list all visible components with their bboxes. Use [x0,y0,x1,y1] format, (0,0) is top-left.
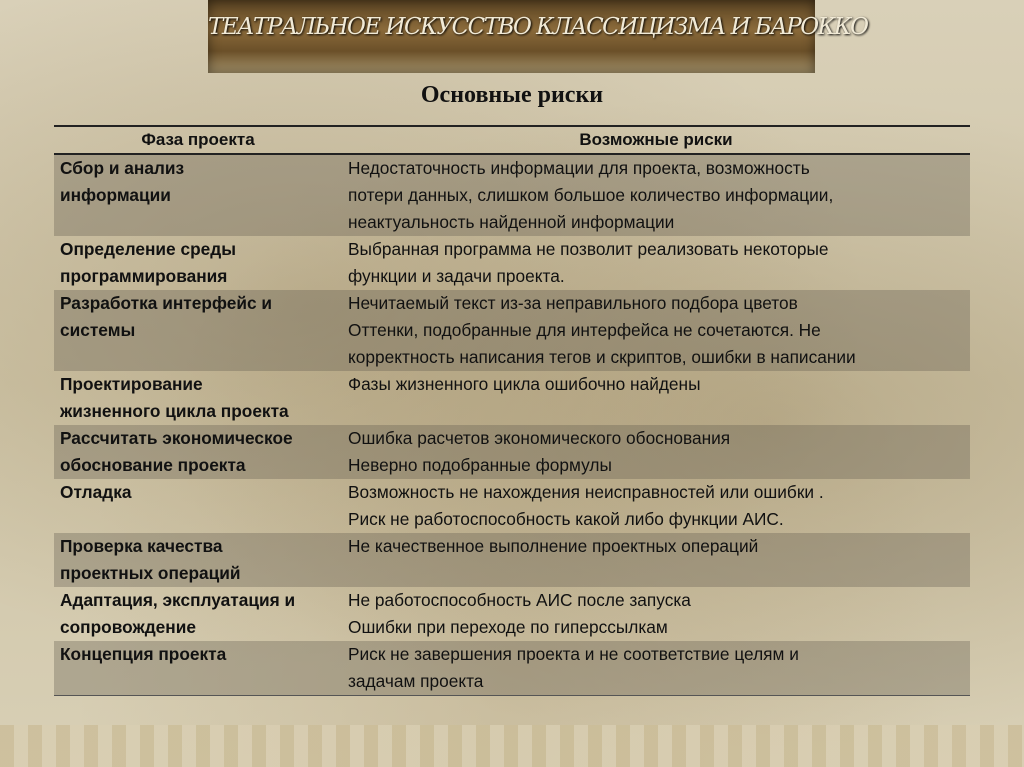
risk-text: задачам проекта [348,671,484,691]
table-header-row [54,126,970,154]
risk-text: корректность написания тегов и скриптов, ошибки в написании [348,347,856,367]
table-row [54,641,970,696]
phase-text: проектных операций [60,563,241,583]
risk-text: Риск не завершения проекта и не соответствие целям и [348,644,799,664]
phase-text: Отладка [60,482,132,502]
phase-text: сопровождение [60,617,196,637]
phase-cell [54,425,342,479]
phase-text: Сбор и анализ [60,158,185,178]
table-row [54,236,970,290]
risk-text: функции и задачи проекта. [348,266,565,286]
risk-text: Возможность не нахождения неисправностей или ошибки . [348,482,824,502]
table-row [54,290,970,371]
risks-table [54,125,970,696]
slide-title: Основные риски [420,82,604,108]
risks-cell [342,236,970,290]
phase-text: обоснование проекта [60,455,246,475]
risk-text: Неверно подобранные формулы [348,455,612,475]
risk-text: Выбранная программа не позволит реализовать некоторые [348,239,829,259]
risk-text: Ошибка расчетов экономического обоснования [348,428,731,448]
table-row [54,479,970,533]
phase-text: жизненного цикла проекта [60,401,289,421]
phase-cell [54,236,342,290]
phase-text: информации [60,185,171,205]
phase-cell [54,290,342,371]
risk-text: Ошибки при переходе по гиперссылкам [348,617,668,637]
phase-text: Рассчитать экономическое [60,428,293,448]
risk-text: Риск не работоспособность какой либо функции АИС. [348,509,784,529]
table-row [54,154,970,236]
risks-cell [342,533,970,587]
phase-cell [54,479,342,533]
risks-cell [342,290,970,371]
phase-text: Разработка интерфейс и [60,293,273,313]
risk-text: Фазы жизненного цикла ошибочно найдены [348,374,701,394]
phase-text: программирования [60,266,228,286]
phase-text: Проектирование [60,374,203,394]
phase-cell [54,587,342,641]
phase-text: Проверка качества [60,536,223,556]
risks-cell [342,425,970,479]
phase-text: Определение среды [60,239,236,259]
risk-text: Оттенки, подобранные для интерфейса не сочетаются. Не [348,320,821,340]
phase-text: Концепция проекта [60,644,227,664]
table-row [54,425,970,479]
table-row [54,587,970,641]
risk-text: Недостаточность информации для проекта, возможность [348,158,810,178]
risks-cell [342,587,970,641]
phase-cell [54,154,342,236]
header-banner [208,0,868,73]
risks-cell [342,154,970,236]
risks-cell [342,641,970,696]
header-risks: Возможные риски [342,126,970,154]
risk-text: Не качественное выполнение проектных операций [348,536,759,556]
phase-text: системы [60,320,136,340]
risks-cell [342,371,970,425]
banner-title: ТЕАТРАЛЬНОЕ ИСКУССТВО КЛАССИЦИЗМА И БАРОККО [208,14,868,40]
header-phase: Фаза проекта [54,126,342,154]
phase-text: Адаптация, эксплуатация и [60,590,296,610]
phase-cell [54,371,342,425]
risk-text: потери данных, слишком большое количество информации, [348,185,834,205]
table-row [54,533,970,587]
risks-cell [342,479,970,533]
table-row [54,371,970,425]
risk-text: Не работоспособность АИС после запуска [348,590,691,610]
risk-text: Нечитаемый текст из-за неправильного подбора цветов [348,293,798,313]
phase-cell [54,641,342,696]
decorative-border [0,725,1024,767]
risk-text: неактуальность найденной информации [348,212,675,232]
phase-cell [54,533,342,587]
